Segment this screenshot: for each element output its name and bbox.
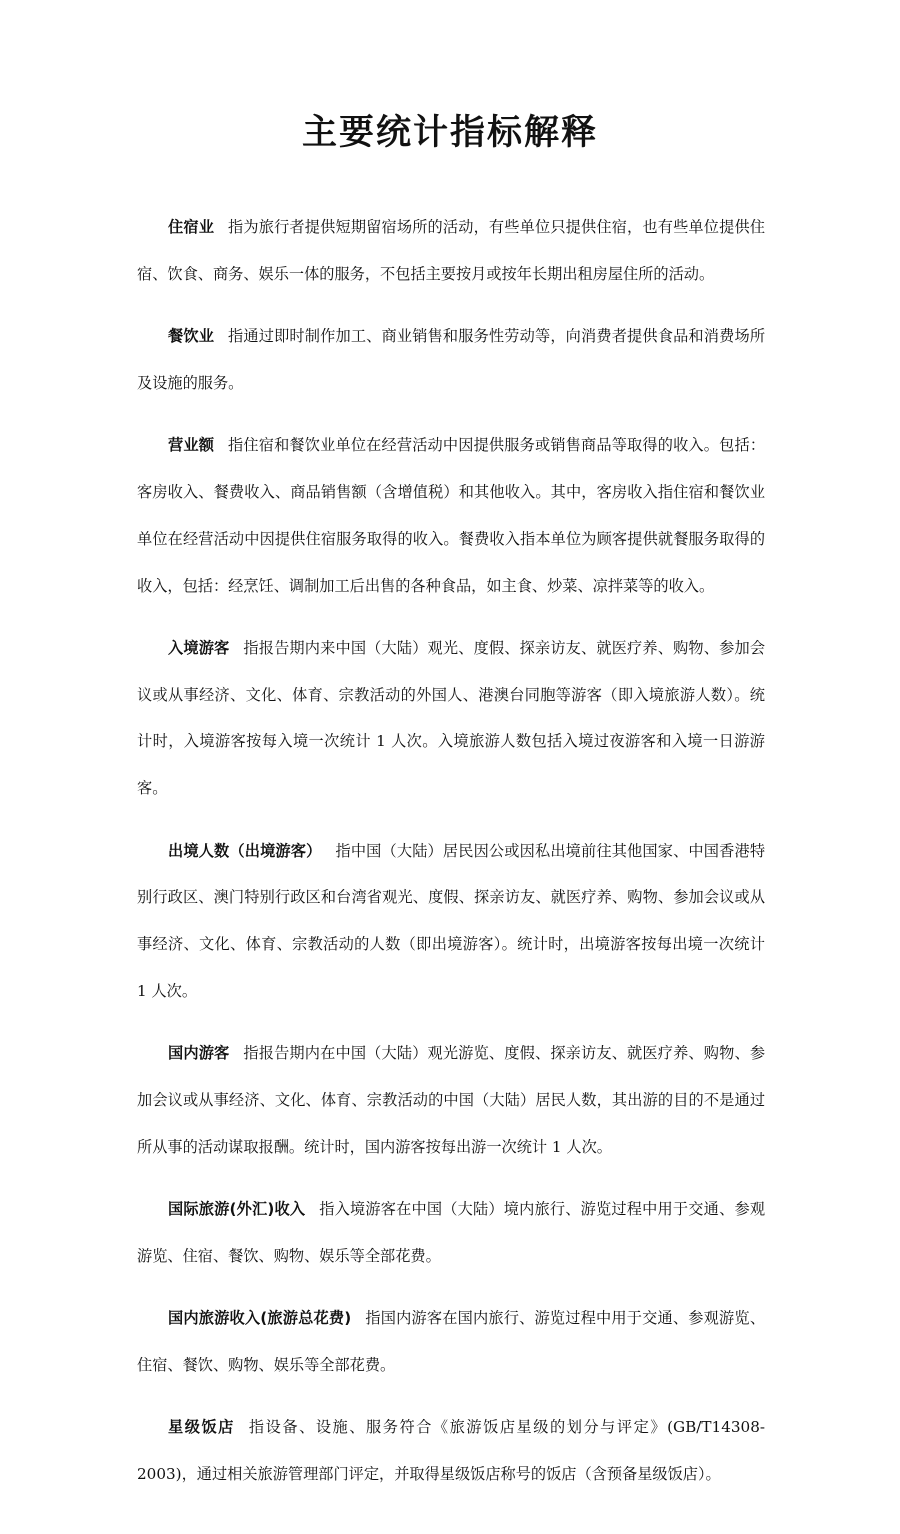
- definition-term: 星级饭店: [168, 1418, 235, 1437]
- definition-term: 营业额: [168, 436, 215, 455]
- definition-item: [137, 1030, 765, 1170]
- definition-term: 出境人数（出境游客）: [168, 841, 322, 860]
- definition-term: 住宿业: [168, 218, 215, 236]
- definition-term: 入境游客: [168, 638, 230, 657]
- definition-text: 指报告期内在中国（大陆）观光游览、度假、探亲访友、就医疗养、购物、参加会议或从事经济、文化、体育、宗教活动的中国（大陆）居民人数，其出游的目的不是通过所从事的活动谋取报酬。统计时，国内游客按每出游一次统计 1 人次。: [137, 1044, 766, 1156]
- definition-item: [137, 625, 765, 812]
- definition-term: 国际旅游(外汇)收入: [168, 1200, 306, 1219]
- definition-text: 指国内游客在国内旅行、游览过程中用于交通、参观游览、住宿、餐饮、购物、娱乐等全部花费。: [137, 1309, 766, 1375]
- definition-item: [137, 422, 765, 609]
- definition-item: [137, 313, 765, 407]
- page-title: 主要统计指标解释: [301, 113, 598, 153]
- definition-item: [137, 1295, 765, 1389]
- definition-term: 国内旅游收入(旅游总花费): [168, 1309, 352, 1328]
- definition-text: 指设备、设施、服务符合《旅游饭店星级的划分与评定》(GB/T14308-2003)，通过相关旅游管理部门评定，并取得星级饭店称号的饭店（含预备星级饭店）。: [137, 1418, 766, 1484]
- definition-text: 指为旅行者提供短期留宿场所的活动，有些单位只提供住宿，也有些单位提供住宿、饮食、商务、娱乐一体的服务，不包括主要按月或按年长期出租房屋住所的活动。: [137, 218, 766, 283]
- definition-item: [137, 1404, 765, 1498]
- definition-item: [137, 1186, 765, 1280]
- definition-text: 指报告期内来中国（大陆）观光、度假、探亲访友、就医疗养、购物、参加会议或从事经济、文化、体育、宗教活动的外国人、港澳台同胞等游客（即入境旅游人数）。统计时，入境游客按每入境一次统计 1 人次。入境旅游人数包括入境过夜游客和入境一日游游客。: [137, 638, 766, 798]
- definition-text: 指中国（大陆）居民因公或因私出境前往其他国家、中国香港特别行政区、澳门特别行政区和台湾省观光、度假、探亲访友、就医疗养、购物、参加会议或从事经济、文化、体育、宗教活动的人数（即出境游客）。统计时，出境游客按每出境一次统计 1 人次。: [137, 841, 766, 1000]
- definition-item: [137, 828, 765, 1015]
- definition-term: 国内游客: [168, 1044, 230, 1063]
- definition-text: 指住宿和餐饮业单位在经营活动中因提供服务或销售商品等取得的收入。包括：客房收入、餐费收入、商品销售额（含增值税）和其他收入。其中，客房收入指住宿和餐饮业单位在经营活动中因提供住宿服务取得的收入。餐费收入指本单位为顾客提供就餐服务取得的收入，包括：经烹饪、调制加工后出售的各种食品，如主食、炒菜、凉拌菜等的收入。: [137, 436, 766, 595]
- definition-term: 餐饮业: [168, 327, 215, 346]
- definition-text: 指通过即时制作加工、商业销售和服务性劳动等，向消费者提供食品和消费场所及设施的服务。: [137, 327, 766, 392]
- definition-item: [137, 204, 765, 298]
- definitions-list: [137, 204, 765, 1513]
- definition-text: 指入境游客在中国（大陆）境内旅行、游览过程中用于交通、参观游览、住宿、餐饮、购物、娱乐等全部花费。: [137, 1200, 766, 1265]
